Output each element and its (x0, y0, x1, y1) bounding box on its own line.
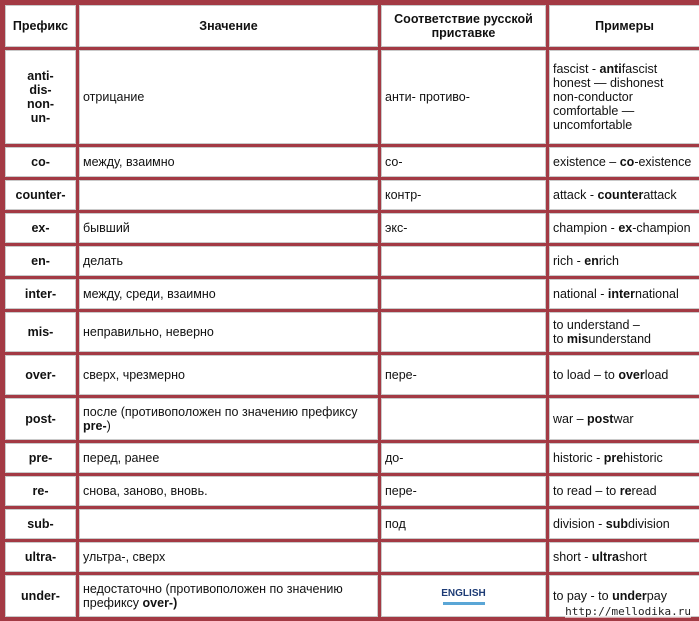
cell-russian (381, 542, 546, 572)
cell-russian (381, 575, 546, 617)
prefix-line: ex- (31, 221, 50, 235)
cell-meaning (79, 575, 378, 617)
bold-fragment: re (619, 484, 632, 498)
table-row (5, 50, 699, 144)
header-row (5, 5, 699, 47)
cell-examples (549, 180, 699, 210)
bold-fragment: ultra (591, 550, 619, 564)
text-fragment: uncomfortable (553, 118, 633, 132)
cell-examples (549, 443, 699, 473)
cell-meaning (79, 509, 378, 539)
text-fragment: после (противоположен по значению префиксу (83, 405, 358, 419)
cell-prefix (5, 312, 76, 352)
text-fragment: champion - (553, 221, 619, 235)
example-line (553, 589, 696, 603)
cell-meaning: снова, заново, вновь. (79, 476, 378, 506)
table-row (5, 542, 699, 572)
cell-russian: пере- (381, 355, 546, 395)
table-row (5, 279, 699, 309)
example-line (553, 332, 696, 346)
prefix-line: post- (25, 412, 56, 426)
text-fragment: war – (553, 412, 588, 426)
cell-examples (549, 398, 699, 440)
prefix-line: under- (21, 589, 60, 603)
bold-fragment: sub (605, 517, 629, 531)
cell-prefix (5, 147, 76, 177)
cell-russian: под (381, 509, 546, 539)
cell-prefix (5, 355, 76, 395)
table-row (5, 476, 699, 506)
cell-meaning: сверх, чрезмерно (79, 355, 378, 395)
table-row (5, 355, 699, 395)
text-fragment: to load – to (553, 368, 619, 382)
text-fragment: to understand – (553, 318, 640, 332)
text-fragment: rich (598, 254, 619, 268)
example-line (553, 368, 696, 382)
cell-meaning: ультра-, сверх (79, 542, 378, 572)
prefix-line: sub- (27, 517, 54, 531)
bold-fragment: inter (607, 287, 635, 301)
bold-fragment: co (619, 155, 635, 169)
cell-russian (381, 312, 546, 352)
text-fragment: fascist (621, 62, 658, 76)
header-examples: Примеры (549, 5, 699, 47)
cell-prefix (5, 279, 76, 309)
cell-prefix (5, 398, 76, 440)
cell-meaning: делать (79, 246, 378, 276)
prefix-line: over- (25, 368, 56, 382)
header-meaning: Значение (79, 5, 378, 47)
bold-fragment: ex (618, 221, 633, 235)
example-line (553, 76, 696, 90)
example-line (553, 104, 696, 118)
prefix-line: re- (32, 484, 49, 498)
cell-prefix (5, 50, 76, 144)
example-line (553, 412, 696, 426)
cell-prefix (5, 213, 76, 243)
text-fragment: existence – (553, 155, 620, 169)
example-line (553, 484, 696, 498)
header-prefix: Префикс (5, 5, 76, 47)
cell-russian: со- (381, 147, 546, 177)
text-fragment: fascist - (553, 62, 600, 76)
example-line (553, 62, 696, 76)
cell-russian (381, 246, 546, 276)
bold-fragment: pre- (83, 419, 107, 433)
table-row (5, 246, 699, 276)
text-fragment: ) (106, 419, 111, 433)
text-fragment: to pay - to (553, 589, 613, 603)
text-fragment: pay (646, 589, 667, 603)
cell-examples (549, 50, 699, 144)
header-russian: Соответствие русской приставке (381, 5, 546, 47)
table-row (5, 312, 699, 352)
prefix-line: ultra- (24, 550, 57, 564)
cell-russian (381, 279, 546, 309)
text-fragment: to (553, 332, 567, 346)
text-fragment: -champion (632, 221, 691, 235)
cell-prefix (5, 180, 76, 210)
example-line (553, 221, 696, 235)
prefix-line: en- (31, 254, 50, 268)
text-fragment: attack (643, 188, 677, 202)
bold-fragment: anti (599, 62, 622, 76)
cell-examples (549, 509, 699, 539)
text-fragment: division (628, 517, 670, 531)
cell-meaning: между, среди, взаимно (79, 279, 378, 309)
text-fragment: national (635, 287, 679, 301)
cell-meaning: бывший (79, 213, 378, 243)
text-fragment: national - (553, 287, 608, 301)
table-row (5, 147, 699, 177)
cell-prefix (5, 476, 76, 506)
text-fragment: short - (553, 550, 592, 564)
cell-russian (381, 398, 546, 440)
prefix-line: non- (26, 97, 55, 111)
watermark: http://mellodika.ru (565, 605, 691, 618)
cell-russian: анти- противо- (381, 50, 546, 144)
prefix-line: counter- (15, 188, 66, 202)
cell-prefix (5, 443, 76, 473)
prefix-line: anti- (27, 69, 54, 83)
table-row (5, 180, 699, 210)
example-line (553, 155, 696, 169)
cell-russian: экс- (381, 213, 546, 243)
cell-russian: контр- (381, 180, 546, 210)
text-fragment: недостаточно (противоположен по значению префиксу (83, 582, 343, 610)
text-fragment: to read – to (553, 484, 620, 498)
text-fragment: load (644, 368, 669, 382)
text-fragment: comfortable — (553, 104, 635, 118)
text-fragment: honest — dishonest (553, 76, 664, 90)
text-fragment: attack - (553, 188, 598, 202)
example-line (553, 451, 696, 465)
text-fragment: historic - (553, 451, 604, 465)
example-line (553, 550, 696, 564)
prefix-line: inter- (24, 287, 57, 301)
text-fragment: understand (588, 332, 652, 346)
bold-fragment: over-) (142, 596, 178, 610)
bold-fragment: en (584, 254, 599, 268)
cell-examples (549, 246, 699, 276)
example-line (553, 318, 696, 332)
bold-fragment: mis (566, 332, 589, 346)
cell-meaning: неправильно, неверно (79, 312, 378, 352)
english-logo (385, 587, 542, 605)
table-row (5, 398, 699, 440)
cell-examples (549, 213, 699, 243)
bold-fragment: post (587, 412, 614, 426)
table-row (5, 509, 699, 539)
table-row (5, 443, 699, 473)
cell-russian: пере- (381, 476, 546, 506)
bold-fragment: over (618, 368, 645, 382)
cell-examples (549, 147, 699, 177)
cell-meaning (79, 180, 378, 210)
text-fragment: historic (623, 451, 663, 465)
bold-fragment: counter (597, 188, 644, 202)
cell-russian: до- (381, 443, 546, 473)
example-line (553, 188, 696, 202)
bold-fragment: pre (603, 451, 624, 465)
text-fragment: read (631, 484, 657, 498)
prefix-line: un- (30, 111, 51, 125)
cell-examples (549, 279, 699, 309)
table-body (5, 50, 699, 617)
cell-examples (549, 542, 699, 572)
prefix-line: co- (31, 155, 50, 169)
table-row (5, 213, 699, 243)
prefix-line: dis- (29, 83, 52, 97)
text-fragment: -existence (634, 155, 692, 169)
prefix-line: pre- (28, 451, 53, 465)
cell-examples (549, 312, 699, 352)
prefix-table (2, 2, 699, 620)
cell-meaning: перед, ранее (79, 443, 378, 473)
example-line (553, 287, 696, 301)
cell-prefix (5, 542, 76, 572)
cell-examples (549, 476, 699, 506)
cell-prefix (5, 246, 76, 276)
english-logo-bar (443, 602, 485, 605)
text-fragment: short (619, 550, 647, 564)
text-fragment: division - (553, 517, 606, 531)
example-line (553, 90, 696, 104)
example-line (553, 517, 696, 531)
text-fragment: rich - (553, 254, 585, 268)
cell-prefix (5, 509, 76, 539)
cell-meaning: отрицание (79, 50, 378, 144)
cell-meaning: между, взаимно (79, 147, 378, 177)
text-fragment: war (613, 412, 634, 426)
cell-prefix (5, 575, 76, 617)
bold-fragment: under (612, 589, 647, 603)
cell-meaning (79, 398, 378, 440)
text-fragment: non-conductor (553, 90, 633, 104)
english-logo-text: ENGLISH (441, 588, 486, 599)
example-line (553, 118, 696, 132)
prefix-line: mis- (27, 325, 54, 339)
cell-examples (549, 355, 699, 395)
example-line (553, 254, 696, 268)
